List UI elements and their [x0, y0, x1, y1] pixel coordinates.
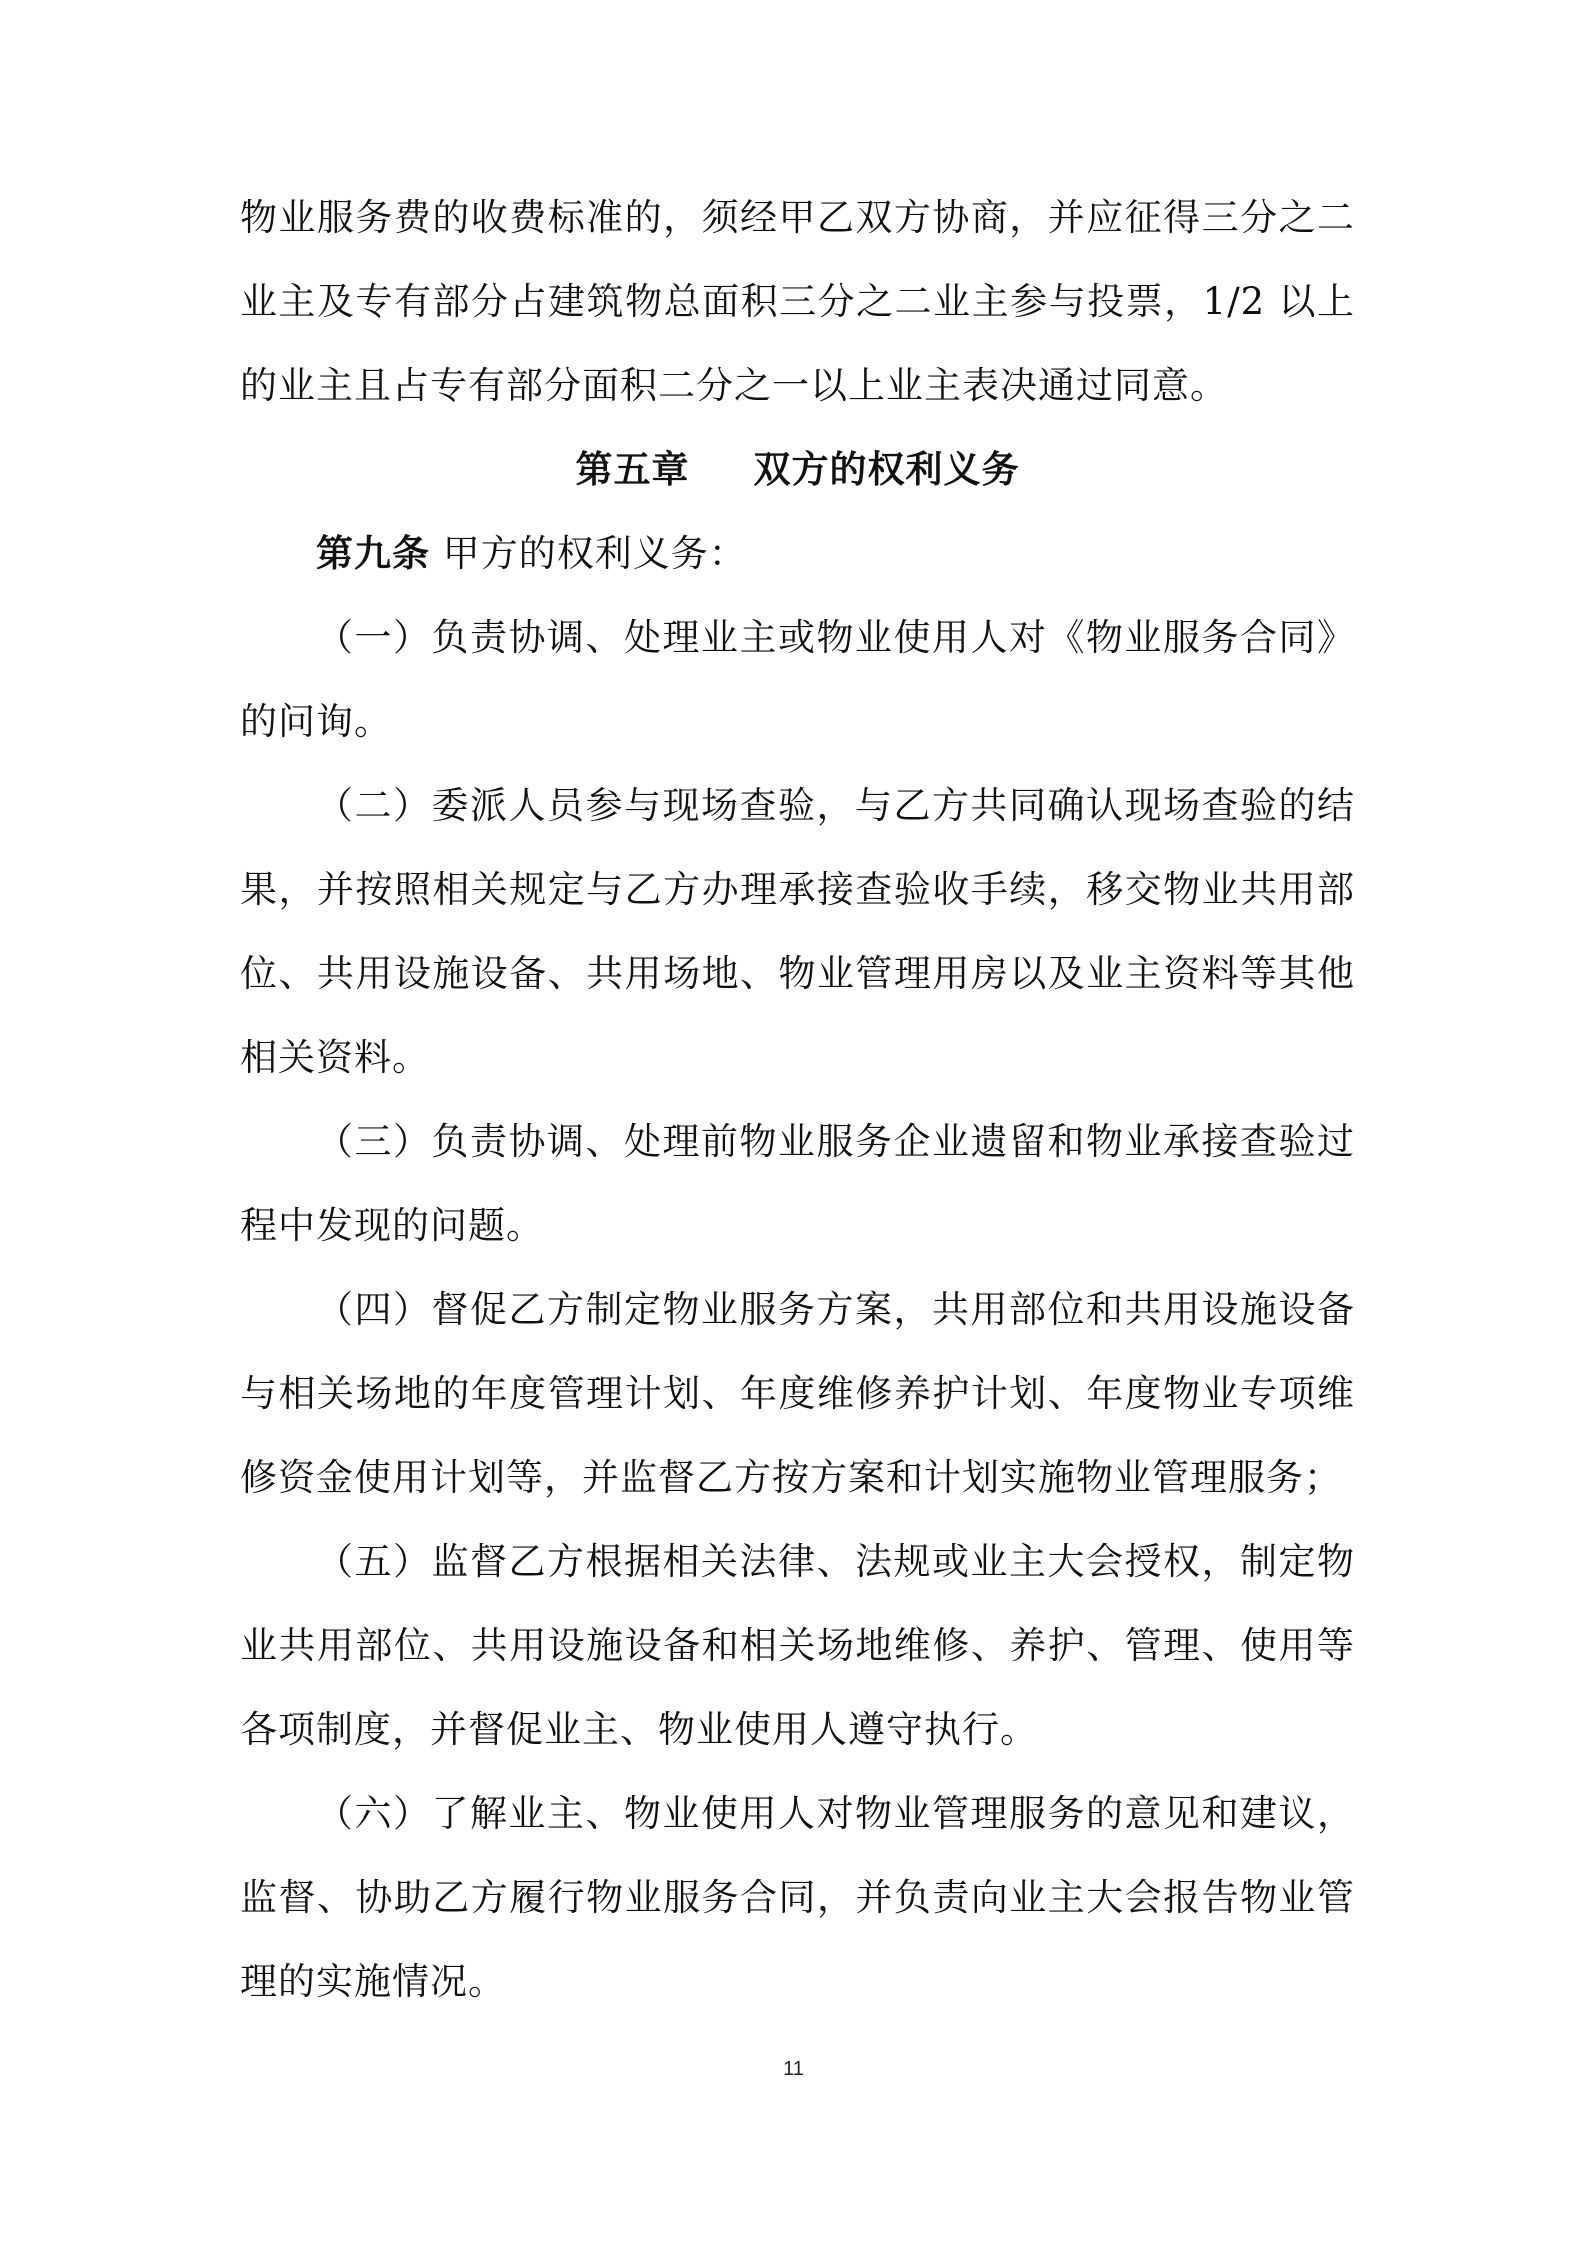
- clause-item-3: （三）负责协调、处理前物业服务企业遗留和物业承接查验过程中发现的问题。: [240, 1120, 1355, 1247]
- clause-item-1: （一）负责协调、处理业主或物业使用人对《物业服务合同》的问询。: [240, 616, 1355, 743]
- article-heading: [240, 512, 1355, 596]
- continuation-paragraph: 物业服务费的收费标准的，须经甲乙双方协商，并应征得三分之二业主及专有部分占建筑物总面积三分之二业主参与投票，1/2 以上的业主且占专有部分面积二分之一以上业主表决通过同意。: [240, 196, 1355, 407]
- clause-item-6: （六）了解业主、物业使用人对物业管理服务的意见和建议，监督、协助乙方履行物业服务合同，并负责向业主大会报告物业管理的实施情况。: [240, 1792, 1355, 2003]
- chapter-heading: [240, 428, 1355, 512]
- chapter-number: 第五章: [575, 448, 690, 491]
- clause-item-4: （四）督促乙方制定物业服务方案，共用部位和共用设施设备与相关场地的年度管理计划、年度维修养护计划、年度物业专项维修资金使用计划等，并监督乙方按方案和计划实施物业管理服务；: [240, 1288, 1355, 1499]
- page-number: 11: [783, 2058, 804, 2080]
- article-number: 第九条: [316, 532, 430, 575]
- article-title: 甲方的权利义务：: [442, 532, 747, 575]
- chapter-title: 双方的权利义务: [753, 448, 1020, 491]
- clause-item-5: （五）监督乙方根据相关法律、法规或业主大会授权，制定物业共用部位、共用设施设备和相关场地维修、养护、管理、使用等各项制度，并督促业主、物业使用人遵守执行。: [240, 1540, 1355, 1751]
- page-content: [240, 176, 1355, 2024]
- clause-item-2: （二）委派人员参与现场查验，与乙方共同确认现场查验的结果，并按照相关规定与乙方办理承接查验收手续，移交物业共用部位、共用设施设备、共用场地、物业管理用房以及业主资料等其他相关资料。: [240, 784, 1355, 1079]
